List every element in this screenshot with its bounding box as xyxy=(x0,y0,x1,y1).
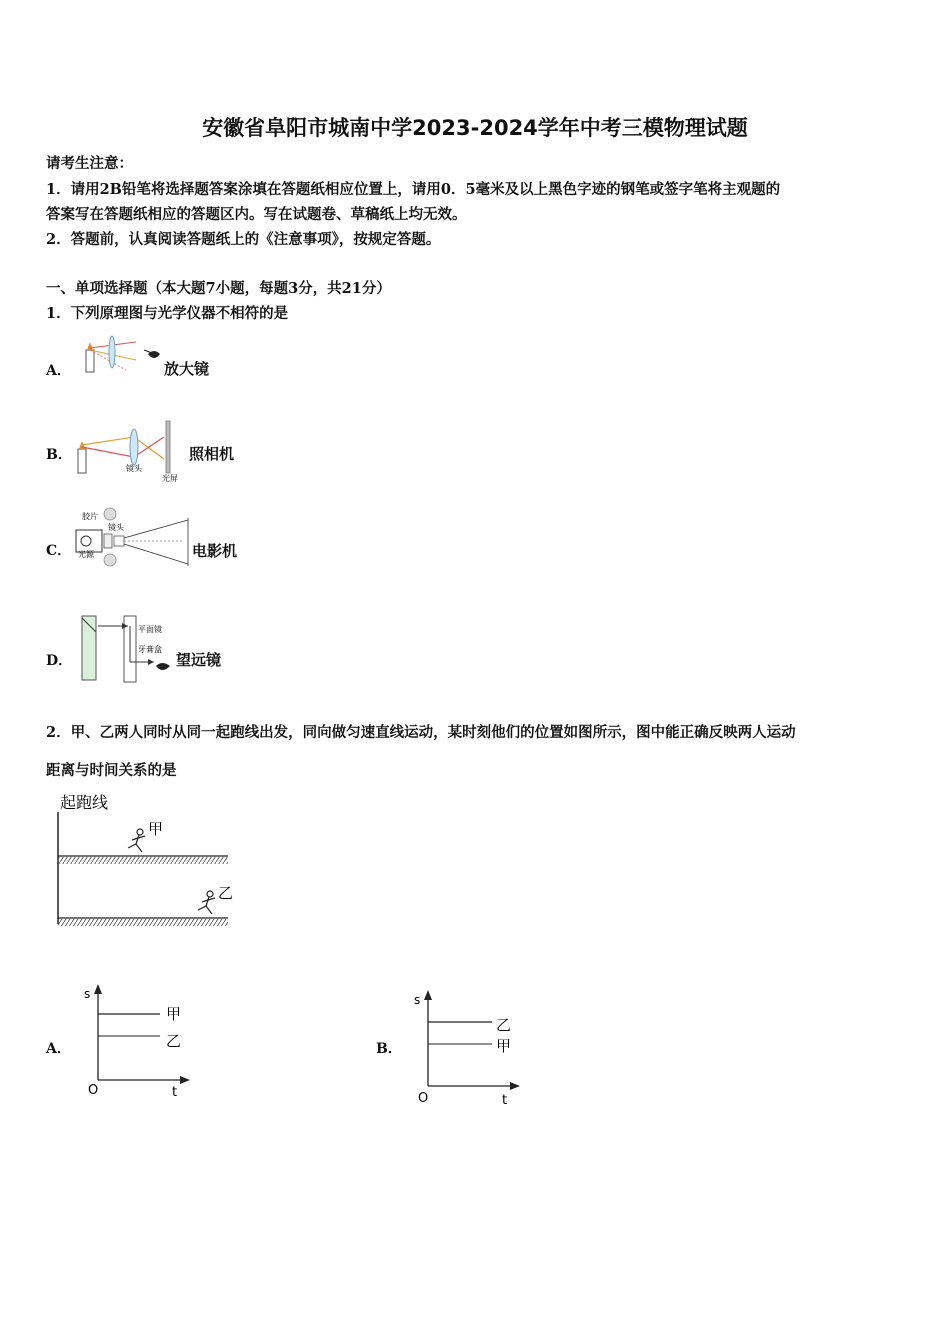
magnifier-diagram xyxy=(74,330,164,380)
lens-label: 镜头 xyxy=(126,464,142,473)
runner-yi-icon xyxy=(198,891,215,914)
graph-a-lower-label: 乙 xyxy=(166,1032,182,1050)
page-title: 安徽省阜阳市城南中学2023-2024学年中考三模物理试题 xyxy=(202,116,748,140)
graph-a-upper-label: 甲 xyxy=(166,1005,182,1023)
notice-line-2: 2．答题前，认真阅读答题纸上的《注意事项》，按规定答题。 xyxy=(46,231,441,248)
q2-option-a-letter: A． xyxy=(46,1041,71,1057)
plane-mirror-label: 平面镜 xyxy=(138,625,162,634)
runner-jia-label: 甲 xyxy=(148,820,164,838)
camera-diagram xyxy=(70,415,186,487)
periscope-diagram xyxy=(76,612,176,686)
notice-line-1a: 1．请用2B铅笔将选择题答案涂填在答题纸相应位置上，请用0．5毫米及以上黑色字迹的钢笔或签字笔将主观题的 xyxy=(46,181,781,198)
q1-stem: 1．下列原理图与光学仪器不相符的是 xyxy=(46,305,289,322)
q2-stem-line-1: 2．甲、乙两人同时从同一起跑线出发，同向做匀速直线运动，某时刻他们的位置如图所示，图中能正确反映两人运动 xyxy=(46,724,796,741)
light-source-label: 光源 xyxy=(78,550,94,559)
race-scene-diagram xyxy=(52,790,242,930)
graph-b-lower-label: 甲 xyxy=(496,1037,512,1055)
q1-option-b-letter: B． xyxy=(46,447,72,463)
q1-option-b-text: 照相机 xyxy=(189,445,235,463)
runner-jia-icon xyxy=(128,829,145,852)
graph-a-origin: O xyxy=(88,1083,99,1098)
toothpaste-box-label: 牙膏盒 xyxy=(138,645,162,654)
graph-option-a xyxy=(80,982,200,1100)
projector-lens-label: 镜头 xyxy=(108,523,124,532)
graph-option-b xyxy=(410,988,530,1108)
q1-option-c-letter: C． xyxy=(46,543,72,559)
q1-option-a-letter: A． xyxy=(46,363,71,379)
graph-b-y-label: s xyxy=(414,993,421,1007)
q2-stem-line-2: 距离与时间关系的是 xyxy=(46,762,177,779)
q1-option-a-text: 放大镜 xyxy=(164,360,210,378)
start-line-label: 起跑线 xyxy=(60,793,109,812)
section-heading: 一、单项选择题（本大题7小题，每题3分，共21分） xyxy=(46,280,391,297)
graph-b-x-label: t xyxy=(502,1093,508,1108)
q2-option-b-letter: B． xyxy=(376,1041,402,1057)
q1-option-d-letter: D． xyxy=(46,653,73,669)
q1-option-c-text: 电影机 xyxy=(192,542,238,560)
runner-yi-label: 乙 xyxy=(218,884,234,902)
notice-line-1b: 答案写在答题纸相应的答题区内。写在试题卷、草稿纸上均无效。 xyxy=(46,206,467,223)
graph-b-origin: O xyxy=(418,1091,429,1106)
graph-b-upper-label: 乙 xyxy=(496,1016,512,1034)
q1-option-d-text: 望远镜 xyxy=(176,651,222,669)
graph-a-x-label: t xyxy=(172,1085,178,1100)
projector-diagram xyxy=(74,500,192,574)
notice-heading: 请考生注意： xyxy=(46,155,133,172)
screen-label: 光屏 xyxy=(162,474,178,483)
graph-a-y-label: s xyxy=(84,987,91,1001)
film-label: 胶片 xyxy=(82,512,98,521)
